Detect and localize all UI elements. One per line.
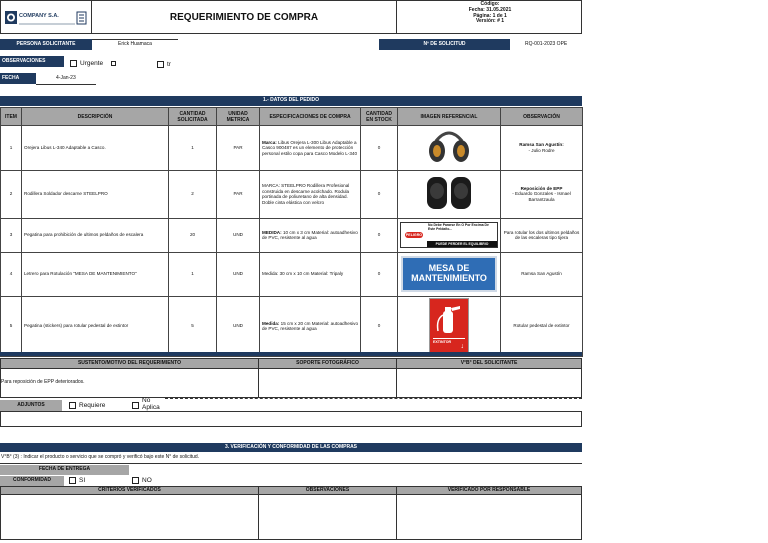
cell-observation (501, 218, 583, 252)
spec-text: MARCA: STEELPRO Rodillera Profesional construida en descarne acolchado. Rodula portinada de poliuretano de alta densidad. Doble cinta elástica con velcro (262, 183, 350, 205)
cell-unit: UND (217, 296, 260, 356)
items-table (0, 107, 583, 357)
date-label: FECHA (0, 73, 36, 84)
cell-specifications (260, 252, 361, 296)
header-observation: OBSERVACIÓN (501, 108, 583, 126)
danger-sign-image (400, 222, 498, 248)
cell-image (398, 126, 501, 171)
cell-quantity: 2 (169, 170, 217, 218)
obs-title: Ramsa San Agustín: (519, 142, 564, 148)
cell-image (398, 296, 501, 356)
cell-unit: UND (217, 218, 260, 252)
cell-specifications (260, 218, 361, 252)
urgent-label: Urgente (80, 60, 104, 67)
obs-text: Para rotular los dos ultimos peldaños de las escaleras tipo tijera (503, 229, 580, 240)
cell-observation (501, 170, 583, 218)
requester-underline (92, 39, 178, 40)
spec-text: 15 cm x 20 cm Material: autoadhesivo de PVC, resistente al agua (262, 320, 359, 331)
cell-specifications (260, 126, 361, 171)
arrow-down-icon: ↓ (460, 343, 464, 350)
cell-stock: 0 (361, 126, 398, 171)
cell-item: 5 (1, 296, 22, 356)
cell-description: Orejera Libus L-340 Adaptable a Casco. (22, 126, 169, 171)
company-name: COMPANY S.A. (19, 13, 59, 19)
header-quantity: CANTIDAD SOLICITADA (169, 108, 217, 126)
table-header-row (1, 108, 583, 126)
obs-title: Reposición de EPP (520, 185, 563, 191)
spec-text: 10 cm x 3 cm Material: autoadhesivo de PVC, resistente al agua (262, 229, 358, 240)
obs-text: - Julio Rodre (528, 147, 555, 153)
cell-image (398, 218, 501, 252)
not-applicable-checkbox[interactable] (132, 402, 139, 409)
urgent-checkbox[interactable] (70, 60, 77, 67)
request-number-label: Nº DE SOLICITUD (379, 39, 510, 50)
document-title-cell (91, 0, 397, 34)
cell-image (398, 252, 501, 296)
conformity-yes-checkbox[interactable] (69, 477, 76, 484)
cell-observation (501, 296, 583, 356)
motive-label: SUSTENTO/MOTIVO DEL REQUERIMIENTO (0, 358, 259, 369)
document-meta-cell (396, 0, 582, 34)
attachments-label: ADJUNTOS (0, 400, 62, 411)
extinguisher-label: EXTINTOR (433, 338, 465, 344)
table-row (1, 252, 583, 296)
cell-stock: 0 (361, 218, 398, 252)
table-row (1, 296, 583, 356)
delivery-date-label: FECHA DE ENTREGA (0, 465, 129, 475)
date-line: Fecha: 31.05.2021 (468, 6, 512, 13)
cell-description: Letrero para Rotulación "MESA DE MANTENIMIENTO" (22, 252, 169, 296)
not-applicable-label (142, 397, 160, 411)
cell-stock: 0 (361, 296, 398, 356)
option3-checkbox[interactable] (157, 61, 164, 68)
cell-quantity: 1 (169, 252, 217, 296)
option3-label: tr (167, 61, 171, 68)
spec-label: MEDIDA: (262, 229, 282, 235)
photo-support-box (258, 368, 397, 398)
verified-criteria-box (0, 494, 259, 540)
spec-label: Medida: (262, 320, 280, 326)
vb-requester-box (396, 368, 582, 398)
header-specifications: ESPECIFICACIONES DE COMPRA (260, 108, 361, 126)
requires-checkbox[interactable] (69, 402, 76, 409)
section3-title: 3. VERIFICACIÓN Y CONFORMIDAD DE LAS COMPRAS (0, 443, 582, 452)
extinguisher-sign-image (429, 298, 469, 354)
cell-specifications (260, 296, 361, 356)
observations-label: OBSERVACIONES (0, 56, 64, 67)
table-row (1, 170, 583, 218)
not-applicable-line2: Aplica (142, 404, 160, 412)
cell-stock: 0 (361, 170, 398, 218)
date-underline (36, 84, 96, 85)
maintenance-sign-line2: MANTENIMIENTO (411, 273, 487, 283)
maintenance-sign-line1: MESA DE (428, 263, 470, 274)
conformity-yes-label: SI (79, 477, 86, 484)
header-description: DESCRIPCIÓN (22, 108, 169, 126)
cell-quantity: 5 (169, 296, 217, 356)
cell-observation (501, 252, 583, 296)
danger-badge: PELIGRO (405, 232, 423, 237)
section1-title: 1.- DATOS DEL PEDIDO (0, 96, 582, 106)
cell-specifications (260, 170, 361, 218)
vb-note-underline (0, 463, 582, 464)
cell-description: Rodillera Soldador descarne STEELPRO (22, 170, 169, 218)
cell-item: 2 (1, 170, 22, 218)
cell-stock: 0 (361, 252, 398, 296)
conformity-no-label: NO (142, 477, 152, 484)
verified-by-box (396, 494, 582, 540)
requires-label: Requiere (79, 402, 106, 409)
conformity-label: CONFORMIDAD (0, 476, 64, 486)
verified-by-label: VERIFICADO POR RESPONSABLE (396, 486, 582, 495)
cell-quantity: 1 (169, 126, 217, 171)
header-unit: UNIDAD METRICA (217, 108, 260, 126)
cell-unit: PAR (217, 170, 260, 218)
conformity-no-checkbox[interactable] (132, 477, 139, 484)
cell-description: Pegatina para prohibición de ultimos peldaños de escalera (22, 218, 169, 252)
obs-text: Ramsa San Agustín (521, 271, 562, 277)
observations-footer-box (258, 494, 397, 540)
photo-support-label: SOPORTE FOTOGRÁFICO (258, 358, 397, 369)
requester-value: Erick Huamaca (118, 40, 152, 47)
obs-text: - Eduardo Gonzales - Ismael Barrantzaula (512, 191, 571, 202)
pages-line: Página: 1 de 1 (473, 12, 507, 19)
danger-sign-top: No Debe Pararse En O Por Encima De Este Peldaño... (428, 223, 489, 231)
code-label: Código: (480, 1, 500, 7)
attachments-dash-line (165, 398, 582, 399)
obs-text: Rotular pedestal de extintor (513, 323, 570, 329)
section2-divider (0, 352, 582, 356)
document-title: REQUERIMIENTO DE COMPRA (169, 11, 319, 23)
spec-label: Marca: (262, 139, 277, 145)
version-line: Versión: # 1 (475, 18, 505, 25)
header-logo-cell (0, 0, 92, 34)
spec-text: Libus Orejera L-300 Libus Adaptable a Casco 900487 es un elemento de protección personal estilo copa para Casco Modelo L-340 (262, 139, 357, 156)
header-item: ITEM (1, 108, 22, 126)
cell-item: 4 (1, 252, 22, 296)
requester-label: PERSONA SOLICITANTE (0, 39, 92, 50)
cell-unit: PAR (217, 126, 260, 171)
maintenance-sign-image (401, 256, 497, 292)
not-applicable-line1: No (142, 397, 151, 404)
vb-note: V°B° (3) : Indicar el producto o servicio que se compró y verificó bajo este N° de solicitud. (1, 454, 200, 460)
vb-requester-label: V°B° DEL SOLICITANTE (396, 358, 582, 369)
table-row (1, 126, 583, 171)
verified-criteria-label: CRITERIOS VERIFICADOS (0, 486, 259, 495)
cell-image (398, 170, 501, 218)
cell-item: 3 (1, 218, 22, 252)
date-value: 4-Jan-23 (56, 74, 76, 81)
extinguisher-icon (430, 301, 468, 337)
cell-observation (501, 126, 583, 171)
observations-footer-label: OBSERVACIONES (258, 486, 397, 495)
attachments-box (0, 411, 582, 427)
option2-checkbox[interactable] (111, 61, 116, 66)
cell-unit: UND (217, 252, 260, 296)
kneepads-image (421, 173, 477, 213)
header-stock: CANTIDAD EN STOCK (361, 108, 398, 126)
request-number-value: RQ-001-2023 OPE (525, 40, 568, 47)
motive-text: Para reposición de EPP deteriorados. (1, 379, 85, 385)
table-row (1, 218, 583, 252)
earmuff-image (424, 127, 474, 167)
company-logo (5, 10, 87, 26)
danger-sign-bottom: PUEDE PERDER EL EQUILIBRIO (427, 241, 497, 247)
header-image: IMAGEN REFERENCIAL (398, 108, 501, 126)
cell-description: Pegatina (stickers) para rotular pedestal de extintor (22, 296, 169, 356)
cell-quantity: 20 (169, 218, 217, 252)
spec-text: Medida: 30 cm x 10 cm Material: Tripaly (262, 271, 344, 277)
cell-item: 1 (1, 126, 22, 171)
